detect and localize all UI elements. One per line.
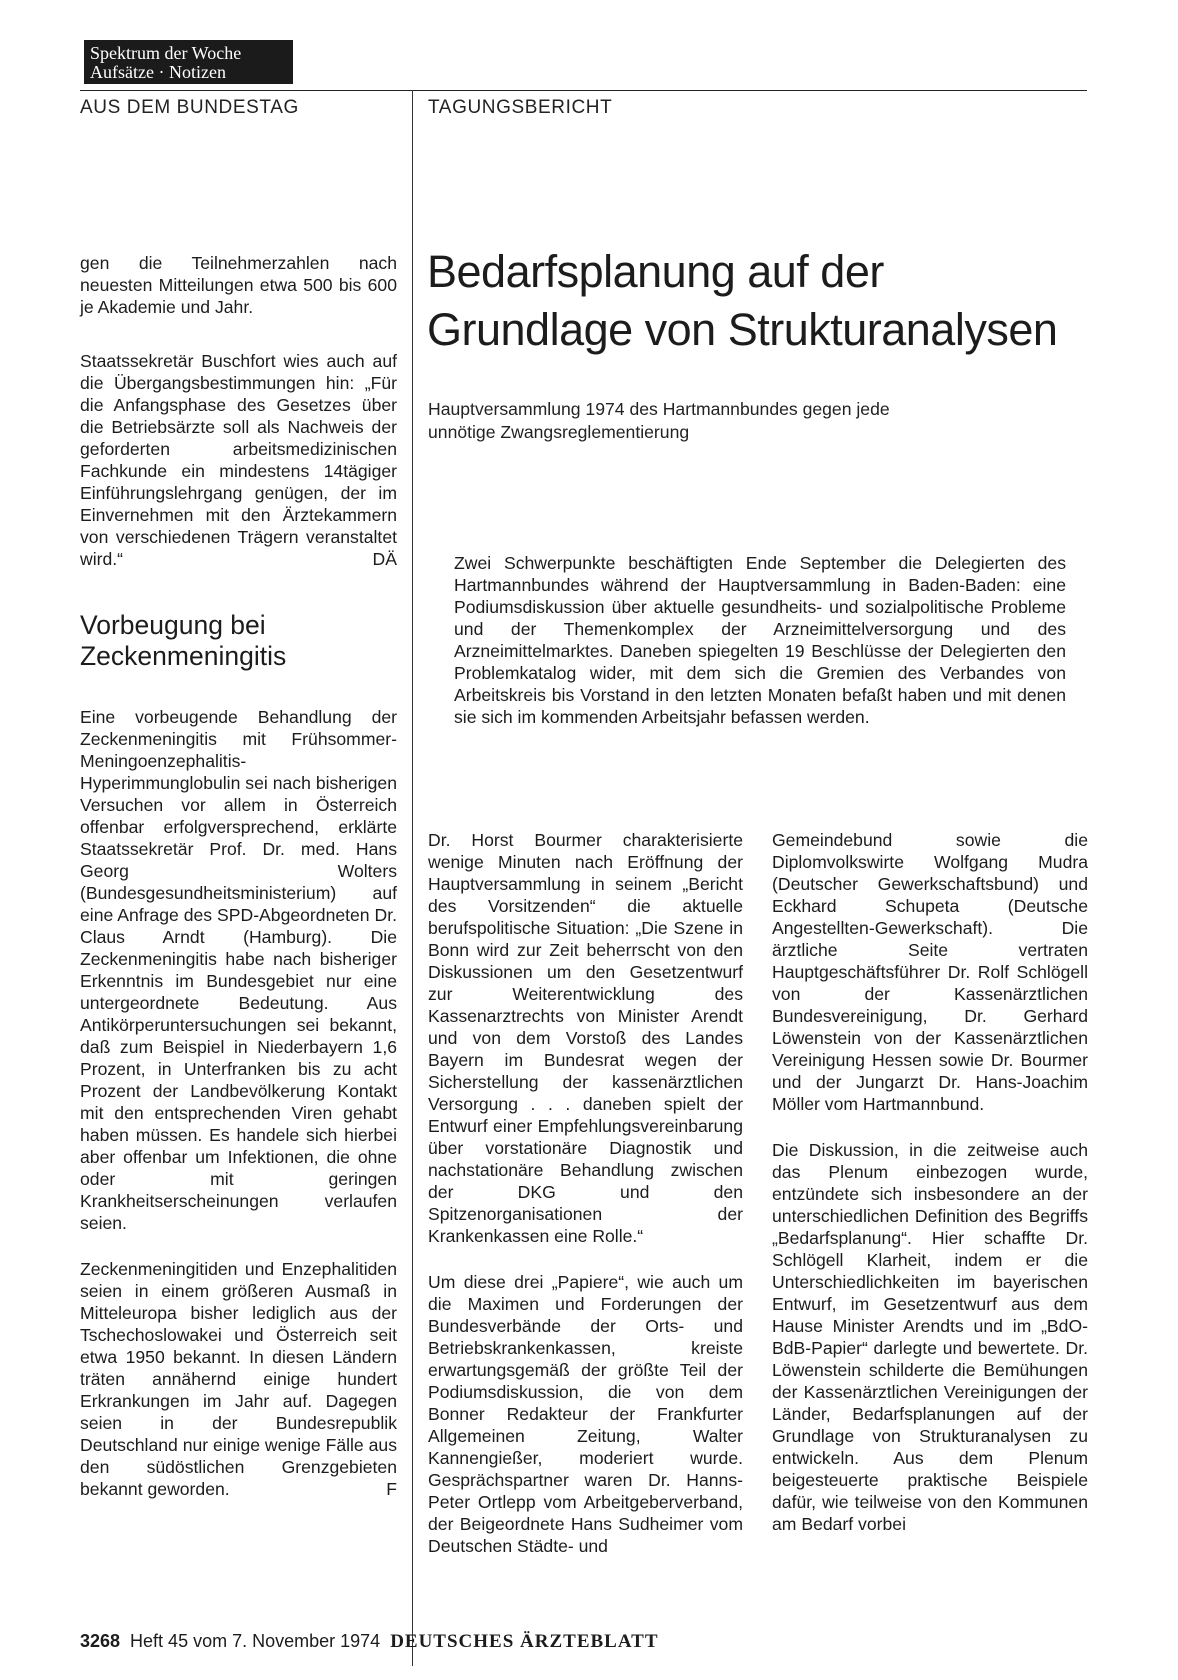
author-sign-da: DÄ (372, 549, 397, 569)
left-column (80, 252, 397, 1500)
left-paragraph-2-text: Staatssekretär Buschfort wies auch auf die Übergangsbestimmungen hin: „Für die Anfangsphase des Gesetzes über die Betriebsärzte soll als Nachweis der geforderten arbeitsmedizinischen Fachkunde ein mindestens 14tägiger Einführungslehrgang genügen, der im Einvernehmen mit den Ärztekammern von verschiedenen Trägern veranstaltet wird.“ (80, 351, 397, 569)
top-rule (80, 90, 1087, 91)
middle-paragraph-1: Dr. Horst Bourmer charakterisierte wenige Minuten nach Eröffnung der Hauptversammlung in seinem „Bericht des Vorsitzenden“ die aktuelle berufspolitische Situation: „Die Szene in Bonn wird zur Zeit beherrscht von den Diskussionen um den Gesetzentwurf zur Weiterentwicklung des Kassenarztrechts von Minister Arendt und von dem Vorstoß des Landes Bayern im Bundesrat wegen der Sicherstellung der kassenärztlichen Versorgung . . . daneben spielt der Entwurf einer Empfehlungsvereinbarung über vorstationäre Diagnostik und nachstationäre Behandlung zwischen der DKG und den Spitzenorganisationen der Krankenkassen eine Rolle.“ (428, 830, 743, 1246)
section-label-tagungsbericht: TAGUNGSBERICHT (428, 97, 613, 118)
left-paragraph-4-text: Zeckenmeningitiden und Enzephalitiden seien in einem größeren Ausmaß in Mitteleuropa bisher lediglich aus der Tschechoslowakei und Österreich seit etwa 1950 bekannt. In diesen Ländern träten annähernd einige hundert Erkrankungen im Jahr auf. Dagegen seien in der Bundesrepublik Deutschland nur einige wenige Fälle aus den südöstlichen Grenzgebieten bekannt geworden. (80, 1259, 397, 1499)
section-badge (84, 40, 293, 84)
left-paragraph-2 (80, 350, 397, 570)
author-sign-f: F (386, 1479, 397, 1499)
page-number: 3268 (80, 1631, 121, 1651)
left-paragraph-1: gen die Teilnehmerzahlen nach neuesten Mitteilungen etwa 500 bis 600 je Akademie und Jahr. (80, 253, 397, 317)
middle-paragraph-2: Um diese drei „Papiere“, wie auch um die Maximen und Forderungen der Bundesverbände der Orts- und Betriebskrankenkassen, kreiste erwartungsgemäß der größte Teil der Podiumsdiskussion, die von dem Bonner Redakteur der Frankfurter Allgemeinen Zeitung, Walter Kannengießer, moderiert wurde. Gesprächspartner waren Dr. Hanns-Peter Ortlepp vom Arbeitgeberverband, der Beigeordnete Hans Sudheimer vom Deutschen Städte- und (428, 1272, 743, 1556)
middle-column (428, 829, 743, 1557)
subheading-zeckenmeningitis: Vorbeugung bei Zeckenmeningitis (80, 610, 287, 671)
right-paragraph-1: Gemeindebund sowie die Diplomvolkswirte Wolfgang Mudra (Deutscher Gewerkschaftsbund) und Eckhard Schupeta (Deutsche Angestellten-Gewerkschaft). Die ärztliche Seite vertraten Hauptgeschäftsführer Dr. Rolf Schlögell von der Kassenärztlichen Bundesvereinigung, Dr. Gerhard Löwenstein von der Kassenärztlichen Vereinigung Hessen sowie Dr. Bourmer und der Jungarzt Dr. Hans-Joachim Möller vom Hartmannbund. (772, 830, 1088, 1114)
publication-name: DEUTSCHES ÄRZTEBLATT (390, 1631, 659, 1652)
badge-line-1: Spektrum der Woche (90, 43, 242, 63)
page-footer (80, 1631, 659, 1653)
section-label-bundestag: AUS DEM BUNDESTAG (80, 97, 299, 118)
issue-info: Heft 45 vom 7. November 1974 (130, 1631, 381, 1651)
article-subhead: Hauptversammlung 1974 des Hartmannbundes gegen jede unnötige Zwangsreglementierung (428, 399, 890, 442)
right-column (772, 829, 1088, 1535)
badge-line-2: Aufsätze · Notizen (90, 62, 226, 82)
left-paragraph-4 (80, 1258, 397, 1500)
article-headline: Bedarfsplanung auf der Grundlage von Strukturanalysen (427, 246, 1058, 355)
article-lead: Zwei Schwerpunkte beschäftigten Ende September die Delegierten des Hartmannbundes während der Hauptversammlung in Baden-Baden: eine Podiumsdiskussion über aktuelle gesundheits- und sozialpolitische Probleme und der Themenkomplex der Arzneimittelversorgung und des Arzneimittelmarktes. Daneben spiegelten 19 Beschlüsse der Delegierten den Problemkatalog wider, mit dem sich die Gremien des Verbandes von Arbeitskreis bis Vorstand in den letzten Monaten befaßt haben und mit denen sie sich im kommenden Arbeitsjahr befassen werden. (454, 553, 1066, 727)
column-divider (412, 90, 413, 1666)
right-paragraph-2: Die Diskussion, in die zeitweise auch das Plenum einbezogen wurde, entzündete sich insbesondere an der unterschiedlichen Definition des Begriffs „Bedarfsplanung“. Hier schaffte Dr. Schlögell Klarheit, indem er die Unterschiedlichkeiten im bayerischen Entwurf, im Gesetzentwurf aus dem Hause Minister Arendts und im „BdO-BdB-Papier“ darlegte und bewertete. Dr. Löwenstein schilderte die Bemühungen der Kassenärztlichen Vereinigungen der Länder, Bedarfsplanungen auf der Grundlage von Strukturanalysen zu entwickeln. Aus dem Plenum beigesteuerte praktische Beispiele dafür, wie teilweise von den Kommunen am Bedarf vorbei (772, 1140, 1088, 1534)
left-paragraph-3: Eine vorbeugende Behandlung der Zeckenmeningitis mit Frühsommer-Meningoenzephalitis-Hyperimmunglobulin sei nach bisherigen Versuchen vor allem in Österreich offenbar erfolgversprechend, erklärte Staatssekretär Prof. Dr. med. Hans Georg Wolters (Bundesgesundheitsministerium) auf eine Anfrage des SPD-Abgeordneten Dr. Claus Arndt (Hamburg). Die Zeckenmeningitis habe nach bisheriger Erkenntnis im Bundesgebiet nur eine untergeordnete Bedeutung. Aus Antikörperuntersuchungen sei bekannt, daß zum Beispiel in Niederbayern 1,6 Prozent, in Unterfranken bis zu acht Prozent der Landbevölkerung Kontakt mit den entsprechenden Viren gehabt haben müssen. Es handele sich hierbei aber offenbar um Infektionen, die ohne oder mit geringen Krankheitserscheinungen verlaufen seien. (80, 707, 397, 1233)
